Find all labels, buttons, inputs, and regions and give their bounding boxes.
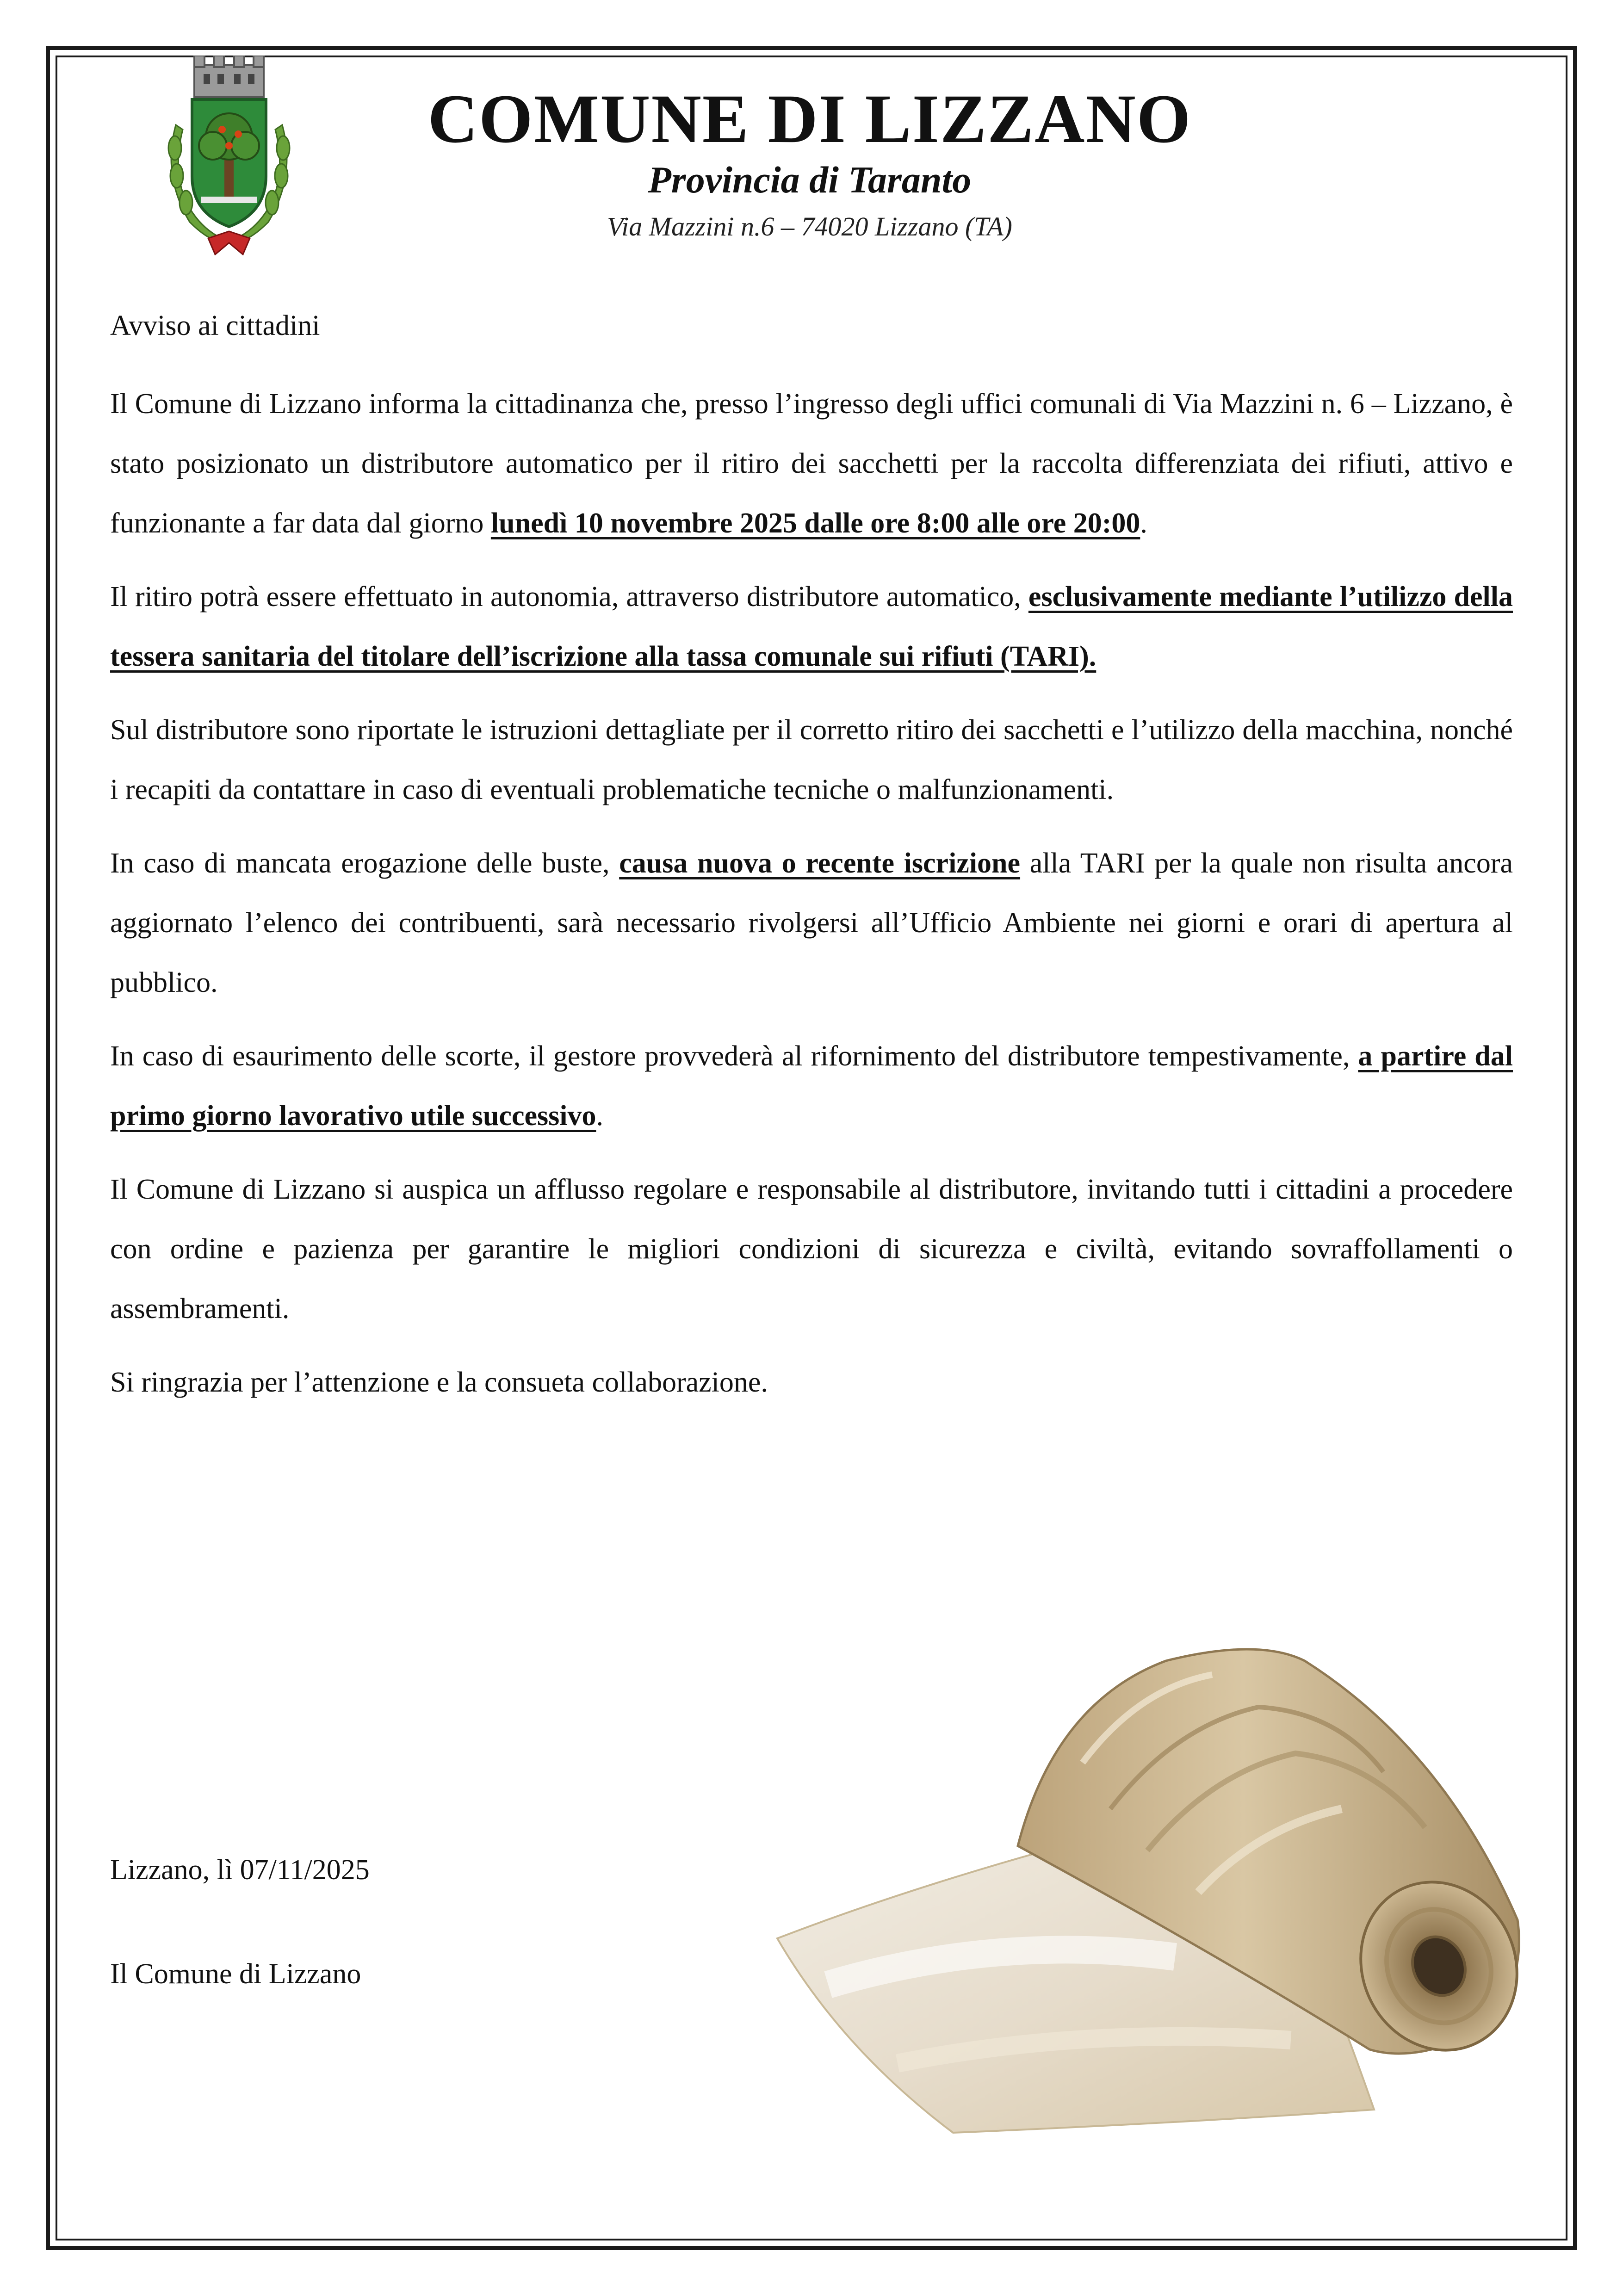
province-name: Provincia di Taranto (648, 159, 972, 201)
notice-body (110, 296, 1513, 1426)
crown-icon (194, 56, 264, 97)
paragraph-withdrawal-text: Il ritiro potrà essere effettuato in autonomia, attraverso distributore automatico, (110, 581, 1028, 613)
paragraph-instructions: Sul distributore sono riportate le istruzioni dettagliate per il corretto ritiro dei sacchetti e l’utilizzo della macchina, nonché i recapiti da contattare in caso di eventuali problematiche tecniche o malfunzionamenti. (110, 714, 1513, 805)
municipality-title: COMUNE DI LIZZANO (427, 80, 1192, 157)
signature-line: Il Comune di Lizzano (110, 1958, 361, 1990)
notice-greeting: Avviso ai cittadini (110, 310, 320, 341)
paragraph-restock-after: . (596, 1100, 603, 1132)
new-registration-highlight: causa nuova o recente iscrizione (619, 848, 1021, 879)
paragraph-announcement-end: . (1140, 507, 1147, 539)
activation-date-highlight: lunedì 10 novembre 2025 dalle ore 8:00 alle ore 20:00 (490, 507, 1140, 539)
paragraph-conduct: Il Comune di Lizzano si auspica un afflusso regolare e responsabile al distributore, invitando tutti i cittadini a procedere con ordine e pazienza per garantire le migliori condizioni di sicurezza e civiltà, evitando sovraffollamenti o assembramenti. (110, 1174, 1513, 1324)
paragraph-restock-before: In caso di esaurimento delle scorte, il gestore provvederà al rifornimento del distributore tempestivamente, (110, 1040, 1358, 1072)
health-card-requirement-highlight: esclusivamente mediante l’utilizzo della tessera sanitaria del titolare dell’iscrizione alla tassa comunale sui rifiuti (TARI). (110, 581, 1513, 672)
paragraph-announcement (110, 374, 1513, 553)
paragraph-missing-bags-after: alla TARI per la quale non risulta ancora aggiornato l’elenco dei contribuenti, sarà necessario rivolgersi all’Ufficio Ambiente nei giorni e orari di apertura al pubblico. (110, 848, 1513, 998)
paragraph-announcement-text: Il Comune di Lizzano informa la cittadinanza che, presso l’ingresso degli uffici comunali di Via Mazzini n. 6 – Lizzano, è stato posizionato un distributore automatico per il ritiro dei sacchetti per la raccolta differenziata dei rifiuti, attivo e funzionante a far data dal giorno (110, 388, 1513, 539)
paragraph-thanks: Si ringrazia per l’attenzione e la consueta collaborazione. (110, 1367, 768, 1398)
paragraph-missing-bags (110, 834, 1513, 1013)
paragraph-missing-bags-before: In caso di mancata erogazione delle buste, (110, 848, 619, 879)
paragraph-restock (110, 1027, 1513, 1146)
restock-timing-highlight: a partire dal primo giorno lavorativo utile successivo (110, 1040, 1513, 1132)
place-and-date: Lizzano, lì 07/11/2025 (110, 1854, 370, 1886)
paragraph-withdrawal (110, 567, 1513, 687)
municipality-address: Via Mazzini n.6 – 74020 Lizzano (TA) (607, 211, 1012, 241)
garbage-bag-roll-image (759, 1633, 1545, 2142)
